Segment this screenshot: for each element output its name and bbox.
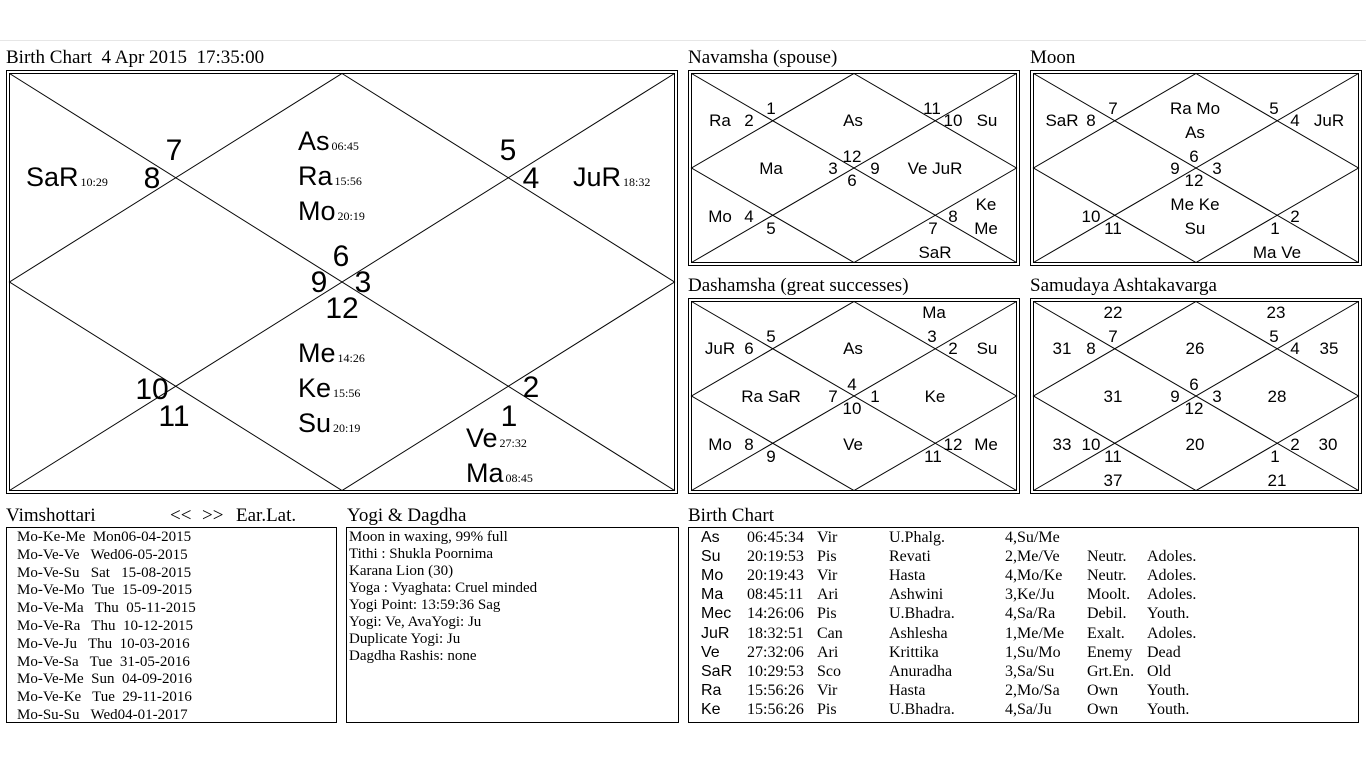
chart-frame: [1031, 299, 1362, 494]
cell-planet: Su: [701, 548, 721, 566]
house-number: 1: [766, 99, 776, 118]
cell-degree: 06:45:34: [747, 529, 804, 546]
planet-label[interactable]: Ve 27:32: [466, 423, 527, 453]
dasha-row[interactable]: Mo-Ve-Me Sun 04-09-2016: [17, 671, 192, 688]
cell-planet: Ke: [701, 700, 721, 718]
planet-label[interactable]: 22: [1103, 303, 1123, 322]
house-number: 4: [847, 375, 857, 394]
yogi-panel: [346, 527, 679, 723]
planet-label[interactable]: 20: [1185, 435, 1205, 454]
house-number: 9: [766, 447, 776, 466]
house-number: 10: [1081, 207, 1101, 226]
dasha-row[interactable]: Mo-Ve-Su Sat 15-08-2015: [17, 564, 192, 581]
house-number: 12: [1184, 171, 1204, 190]
house-number: 2: [744, 111, 754, 130]
yogi-line: Dagdha Rashis: none: [349, 648, 477, 664]
planet-label[interactable]: Ma: [922, 303, 946, 322]
cell-pada: 4,Sa/Ra: [1005, 605, 1056, 623]
cell-nakshatra: Revati: [889, 548, 931, 566]
house-number: 9: [1170, 387, 1180, 406]
cell-nakshatra: Ashwini: [889, 586, 944, 604]
cell-sign: Sco: [817, 662, 841, 680]
house-number: 2: [948, 339, 958, 358]
main-house-number: 1: [500, 400, 518, 433]
cell-sign: Pis: [817, 700, 837, 718]
planet-label[interactable]: SaR 10:29: [26, 162, 108, 192]
cell-planet: Mo: [701, 567, 724, 585]
dasha-row[interactable]: Mo-Ve-Ke Tue 29-11-2016: [17, 689, 192, 706]
cell-relation: Debil.: [1087, 605, 1127, 623]
planet-label[interactable]: 26: [1185, 339, 1205, 358]
dasha-row[interactable]: Mo-Ve-Mo Tue 15-09-2015: [17, 582, 193, 599]
cell-sign: Pis: [817, 605, 837, 623]
birth-table: [688, 527, 1359, 723]
cell-degree: 14:26:06: [747, 605, 804, 623]
house-number: 8: [744, 435, 754, 454]
birth-table-title: Birth Chart: [688, 505, 775, 526]
main-house-number: 4: [522, 162, 540, 195]
cell-nakshatra: U.Bhadra.: [889, 700, 955, 718]
cell-degree: 15:56:26: [747, 700, 804, 718]
planet-label[interactable]: Su 20:19: [298, 408, 361, 438]
cell-sign: Vir: [817, 529, 838, 546]
cell-degree: 20:19:53: [747, 548, 804, 566]
main-house-number: 2: [522, 371, 540, 404]
ashtakavarga-title: Samudaya Ashtakavarga: [1030, 275, 1217, 296]
cell-nakshatra: Ashlesha: [889, 624, 948, 642]
dasha-row[interactable]: Mo-Ve-Sa Tue 31-05-2016: [17, 653, 190, 670]
planet-label[interactable]: Ke Me: [974, 195, 998, 238]
cell-relation: Enemy: [1087, 643, 1133, 661]
house-number: 6: [744, 339, 754, 358]
main-house-number: 10: [135, 373, 169, 406]
cell-age: Old: [1147, 662, 1171, 680]
planet-label[interactable]: 31: [1052, 339, 1072, 358]
cell-sign: Ari: [817, 586, 839, 604]
planet-label[interactable]: Ma Ve: [1252, 243, 1302, 262]
planet-label[interactable]: 28: [1267, 387, 1287, 406]
yogi-line: Yoga : Vyaghata: Cruel minded: [349, 580, 538, 596]
planet-label[interactable]: Me 14:26: [298, 338, 365, 368]
yogi-line: Moon in waxing, 99% full: [349, 529, 508, 545]
house-number: 11: [924, 447, 942, 466]
house-number: 1: [1270, 447, 1280, 466]
planet-label[interactable]: Me Ke Su: [1170, 195, 1220, 238]
house-number: 4: [744, 207, 754, 226]
prev-period-button[interactable]: <<: [170, 505, 192, 526]
house-number: 3: [828, 159, 838, 178]
cell-sign: Ari: [817, 643, 839, 661]
main-house-number: 8: [143, 162, 161, 195]
planet-label[interactable]: JuR: [704, 339, 736, 358]
dashamsha-chart[interactable]: [688, 298, 1020, 494]
dashamsha-title: Dashamsha (great successes): [688, 275, 909, 296]
cell-planet: Ra: [701, 681, 722, 699]
planet-label[interactable]: Mo: [708, 435, 732, 454]
planet-label[interactable]: 31: [1103, 387, 1123, 406]
house-number: 12: [943, 435, 963, 454]
planet-label[interactable]: 30: [1318, 435, 1338, 454]
main-house-number: 5: [499, 134, 517, 167]
main-house-number: 9: [310, 266, 328, 299]
house-number: 9: [870, 159, 880, 178]
cell-planet: SaR: [701, 662, 733, 680]
yogi-line: Karana Lion (30): [349, 563, 454, 579]
main-house-number: 11: [158, 400, 190, 433]
planet-label[interactable]: As: [843, 339, 863, 358]
next-period-button[interactable]: >>: [202, 505, 224, 526]
house-number: 10: [943, 111, 963, 130]
cell-planet: Ma: [701, 586, 724, 604]
cell-relation: Neutr.: [1087, 548, 1127, 566]
house-number: 8: [948, 207, 958, 226]
dasha-row[interactable]: Mo-Su-Su Wed04-01-2017: [17, 707, 188, 723]
planet-label[interactable]: Ra: [709, 111, 731, 130]
house-number: 1: [1270, 219, 1280, 238]
cell-pada: 3,Ke/Ju: [1005, 586, 1055, 604]
ashtakavarga-chart[interactable]: [1030, 298, 1362, 494]
cell-pada: 1,Me/Me: [1005, 624, 1065, 642]
house-number: 7: [928, 219, 938, 238]
cell-planet: Mec: [701, 605, 732, 623]
cell-pada: 2,Me/Ve: [1005, 548, 1060, 566]
earlier-later-toggle[interactable]: Ear.Lat.: [236, 505, 297, 526]
main-chart-title: Birth Chart 4 Apr 2015 17:35:00: [6, 47, 265, 68]
planet-label[interactable]: As 06:45: [298, 126, 359, 156]
house-number: 10: [1081, 435, 1101, 454]
house-number: 6: [1189, 375, 1199, 394]
planet-label[interactable]: Ke 15:56: [298, 373, 361, 403]
house-number: 2: [1290, 207, 1300, 226]
house-number: 4: [1290, 339, 1300, 358]
vimshottari-title: Vimshottari: [6, 505, 96, 526]
house-number: 5: [766, 219, 776, 238]
house-number: 8: [1086, 339, 1096, 358]
house-number: 6: [847, 171, 857, 190]
cell-degree: 27:32:06: [747, 643, 804, 661]
planet-label[interactable]: As: [843, 111, 863, 130]
house-number: 7: [1108, 327, 1118, 346]
yogi-line: Yogi Point: 13:59:36 Sag: [349, 597, 501, 613]
planet-label[interactable]: SaR: [1045, 111, 1079, 130]
cell-age: Youth.: [1147, 700, 1190, 718]
main-house-number: 7: [165, 134, 183, 167]
planet-label[interactable]: Me: [974, 435, 998, 454]
cell-relation: Own: [1087, 681, 1119, 699]
cell-relation: Neutr.: [1087, 567, 1127, 585]
house-number: 6: [1189, 147, 1199, 166]
cell-degree: 08:45:11: [747, 586, 804, 604]
cell-planet: Ve: [701, 643, 720, 661]
planet-label[interactable]: JuR 18:32: [573, 162, 651, 192]
cell-degree: 10:29:53: [747, 662, 804, 680]
dasha-row[interactable]: Mo-Ve-Ju Thu 10-03-2016: [17, 635, 190, 652]
main-house-number: 6: [332, 240, 350, 273]
cell-relation: Exalt.: [1087, 624, 1125, 642]
house-number: 11: [1104, 447, 1122, 466]
cell-nakshatra: Anuradha: [889, 662, 953, 680]
cell-pada: 1,Su/Mo: [1005, 643, 1061, 661]
main-birth-chart[interactable]: [6, 70, 678, 494]
cell-age: Dead: [1147, 643, 1181, 661]
planet-label[interactable]: JuR: [1313, 111, 1345, 130]
house-number: 12: [842, 147, 862, 166]
top-separator: [0, 40, 1366, 41]
navamsha-chart[interactable]: [688, 70, 1020, 266]
chart-frame: [689, 71, 1020, 266]
chart-frame: [689, 299, 1020, 494]
moon-title: Moon: [1030, 47, 1076, 68]
cell-age: Youth.: [1147, 605, 1190, 623]
main-house-number: 12: [325, 292, 359, 325]
cell-nakshatra: Hasta: [889, 681, 926, 699]
cell-nakshatra: U.Bhadra.: [889, 605, 955, 623]
house-number: 5: [766, 327, 776, 346]
moon-chart[interactable]: [1030, 70, 1362, 266]
cell-pada: 4,Su/Me: [1005, 529, 1060, 546]
house-number: 3: [1212, 387, 1222, 406]
house-number: 11: [923, 99, 941, 118]
planet-label[interactable]: Ra 15:56: [298, 161, 362, 191]
planet-label[interactable]: Ke: [924, 387, 946, 406]
cell-pada: 4,Mo/Ke: [1005, 567, 1063, 585]
cell-sign: Pis: [817, 548, 837, 566]
house-number: 4: [1290, 111, 1300, 130]
cell-relation: Own: [1087, 700, 1119, 718]
cell-pada: 4,Sa/Ju: [1005, 700, 1052, 718]
yogi-line: Yogi: Ve, AvaYogi: Ju: [349, 614, 482, 630]
cell-age: Adoles.: [1147, 567, 1197, 585]
cell-nakshatra: U.Phalg.: [889, 529, 945, 546]
dasha-row[interactable]: Mo-Ve-Ra Thu 10-12-2015: [17, 618, 193, 634]
cell-degree: 18:32:51: [747, 624, 804, 642]
cell-planet: As: [701, 529, 720, 546]
dasha-row[interactable]: Mo-Ke-Me Mon06-04-2015: [17, 529, 192, 545]
planet-label[interactable]: Mo: [708, 207, 732, 226]
cell-degree: 15:56:26: [747, 681, 804, 699]
house-number: 11: [1104, 219, 1122, 238]
cell-pada: 2,Mo/Sa: [1005, 681, 1060, 699]
dasha-row[interactable]: Mo-Ve-Ve Wed06-05-2015: [17, 546, 188, 563]
yogi-line: Duplicate Yogi: Ju: [349, 631, 461, 647]
planet-label[interactable]: Ra SaR: [741, 387, 801, 406]
vimshottari-list[interactable]: [6, 527, 337, 723]
planet-label[interactable]: 23: [1266, 303, 1286, 322]
house-number: 1: [870, 387, 880, 406]
planet-label[interactable]: Ve JuR: [907, 159, 963, 178]
cell-nakshatra: Krittika: [889, 643, 939, 661]
main-house-number: 3: [354, 266, 372, 299]
cell-sign: Vir: [817, 681, 838, 699]
yogi-title: Yogi & Dagdha: [347, 505, 467, 526]
house-number: 10: [842, 399, 862, 418]
yogi-line: Tithi : Shukla Poornima: [349, 546, 494, 562]
planet-label[interactable]: SaR: [918, 243, 952, 262]
house-number: 8: [1086, 111, 1096, 130]
house-number: 2: [1290, 435, 1300, 454]
cell-age: Adoles.: [1147, 548, 1197, 566]
planet-label[interactable]: Ma 08:45: [466, 458, 533, 488]
cell-age: Adoles.: [1147, 586, 1197, 604]
house-number: 12: [1184, 399, 1204, 418]
cell-degree: 20:19:43: [747, 567, 804, 585]
house-number: 9: [1170, 159, 1180, 178]
planet-label[interactable]: Ra Mo As: [1169, 99, 1221, 142]
planet-label[interactable]: 35: [1319, 339, 1339, 358]
cell-planet: JuR: [701, 624, 730, 642]
planet-label[interactable]: Mo 20:19: [298, 196, 365, 226]
planet-label[interactable]: Ma: [759, 159, 783, 178]
cell-relation: Grt.En.: [1087, 662, 1135, 680]
planet-label[interactable]: Ve: [843, 435, 863, 454]
cell-age: Adoles.: [1147, 624, 1197, 642]
house-number: 3: [927, 327, 937, 346]
house-number: 5: [1269, 327, 1279, 346]
house-number: 7: [828, 387, 838, 406]
cell-nakshatra: Hasta: [889, 567, 926, 585]
dasha-row[interactable]: Mo-Ve-Ma Thu 05-11-2015: [17, 600, 196, 617]
house-number: 3: [1212, 159, 1222, 178]
planet-label[interactable]: 21: [1267, 471, 1287, 490]
planet-label[interactable]: Su: [976, 339, 998, 358]
planet-label[interactable]: 37: [1103, 471, 1123, 490]
cell-age: Youth.: [1147, 681, 1190, 699]
navamsha-title: Navamsha (spouse): [688, 47, 838, 68]
cell-sign: Vir: [817, 567, 838, 585]
planet-label[interactable]: 33: [1052, 435, 1072, 454]
cell-sign: Can: [817, 624, 843, 642]
cell-pada: 3,Sa/Su: [1005, 662, 1055, 680]
house-number: 7: [1108, 99, 1118, 118]
planet-label[interactable]: Su: [976, 111, 998, 130]
house-number: 5: [1269, 99, 1279, 118]
cell-relation: Moolt.: [1087, 586, 1131, 604]
